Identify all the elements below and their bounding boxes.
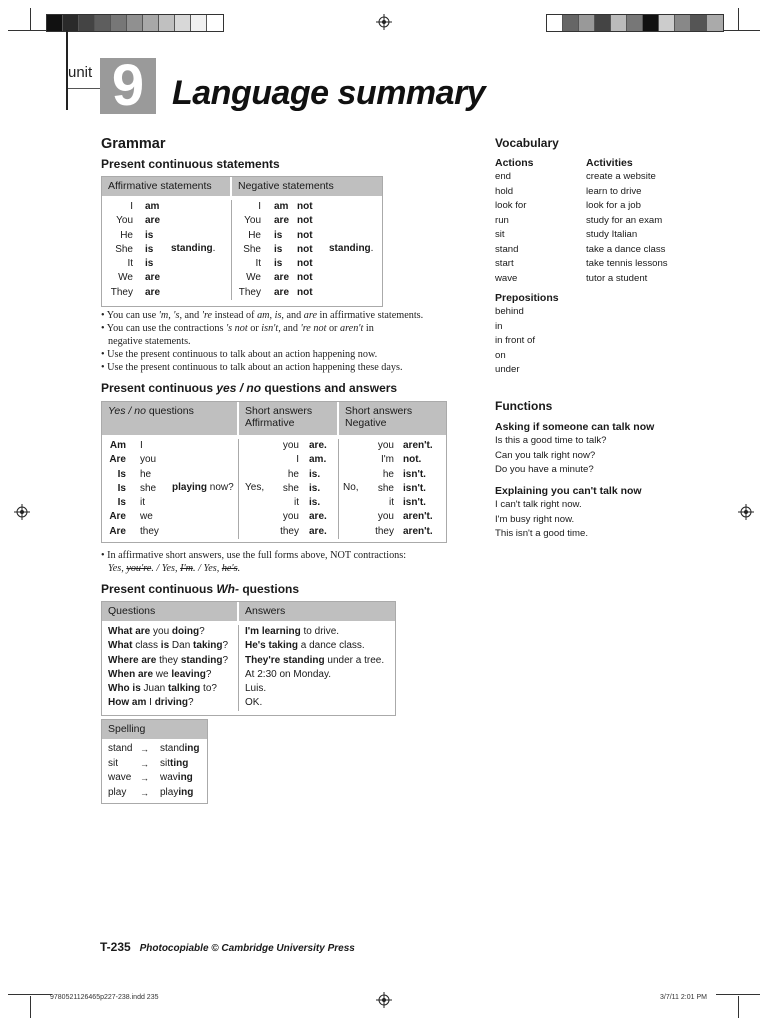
vocab-item: look for a job [586, 200, 641, 211]
subject: he [140, 468, 152, 480]
color-bar-left [46, 14, 224, 32]
functions-heading: Functions [495, 399, 553, 413]
ask-list: Asking if someone can talk now Is this a good time to talk? Can you talk right now? Do you have a minute? [495, 421, 695, 478]
affirmative-rows: I You He She It We They am are is is is are are standing. [102, 200, 232, 300]
not-word: not [297, 258, 313, 270]
crop-mark [30, 996, 31, 1018]
note-item: • You can use 'm, 's, and 're instead of am, is, and are in affirmative statements. [101, 310, 424, 321]
col-yes-no-questions: Yes / no questions [102, 402, 239, 435]
spelling-heading: Spelling [102, 720, 207, 739]
verb: isn't. [403, 468, 426, 480]
short-answer-note: • In affirmative short answers, use the full forms above, NOT contractions: Yes, you're. / Yes, I'm. / Yes, he's. [101, 549, 461, 575]
subject: it [389, 497, 394, 509]
verb: are [274, 215, 290, 227]
prepositions-list: Prepositions behind in in front of on under [495, 292, 615, 378]
pronoun: I [258, 201, 261, 212]
vocab-item: on [495, 349, 506, 361]
subject: you [377, 511, 394, 523]
pronoun: They [238, 286, 261, 298]
wh-heading: Present continuous Wh- questions [101, 582, 300, 596]
vocab-item: end [495, 171, 512, 182]
yes-no-questions [102, 439, 239, 539]
vocab-item: sit [495, 229, 505, 240]
col-short-negative: Short answers Negative [345, 405, 413, 429]
crop-mark [30, 8, 31, 30]
col-questions: Questions [102, 602, 239, 621]
note-item: • You can use the contractions 's not or isn't, and 're not or aren't in [101, 323, 374, 334]
arrow-icon: → [140, 758, 149, 769]
verb: are [274, 286, 290, 298]
wh-question: What class is Dan taking? [108, 640, 229, 652]
wh-table [101, 601, 396, 716]
not-word: not [297, 286, 313, 298]
function-item: This isn't a good time. [495, 528, 589, 539]
page-footer [100, 940, 355, 954]
subject: we [140, 511, 153, 523]
subject: they [375, 525, 394, 537]
auxiliary: Are [109, 525, 126, 537]
verb: are [145, 286, 161, 298]
function-item: Do you have a minute? [495, 464, 594, 475]
wh-answer: They're standing under a tree. [245, 654, 385, 666]
pronoun: We [118, 272, 133, 284]
vocab-item: hold [495, 185, 514, 197]
verb: not. [403, 454, 422, 466]
verb: are. [309, 511, 327, 523]
auxiliary: Am [109, 440, 126, 451]
col-short-affirmative: Short answers Affirmative [239, 402, 339, 435]
pronoun: We [246, 272, 261, 284]
pronoun: You [116, 215, 133, 227]
explain-list: Explaining you can't talk now I can't talk right now. I'm busy right now. This isn't a good time. [495, 485, 695, 542]
pronoun: It [127, 258, 133, 270]
spelling-table [101, 719, 208, 804]
crop-mark [8, 994, 52, 995]
wh-answer: OK. [245, 697, 263, 709]
pronoun: He [120, 229, 133, 241]
spelling-row: sit → sit ting [108, 757, 207, 772]
short-affirmative-answers: Yes, you I he she it you they are. am. is. is. is. are. are. [239, 439, 339, 539]
subject: he [287, 468, 299, 480]
activities-list: Activities create a website learn to drive look for a job study for an exam study Italian take a dance class take tennis lessons tutor a student [586, 157, 686, 286]
registration-mark-icon [14, 504, 30, 520]
vocab-item: look for [495, 200, 527, 211]
verb: is. [309, 482, 321, 494]
actions-list: Actions end hold look for run sit stand start wave [495, 157, 575, 286]
subject: she [282, 482, 299, 494]
verb: is [274, 229, 283, 241]
subject: I [140, 440, 143, 451]
function-item: I can't talk right now. [495, 499, 582, 510]
yes-no-table [101, 401, 447, 543]
subject: they [280, 525, 299, 537]
arrow-icon: → [140, 787, 149, 798]
vocab-item: under [495, 364, 520, 375]
verb: are. [309, 525, 327, 537]
subject: you [140, 454, 157, 466]
verb: are [145, 272, 161, 284]
pronoun: She [115, 243, 133, 255]
vocab-item: behind [495, 306, 524, 317]
wh-question: How am I driving? [108, 697, 194, 709]
wh-question: When are we leaving? [108, 668, 212, 680]
grammar-heading: Grammar [101, 136, 166, 152]
vocab-item: start [495, 258, 514, 269]
verb: are. [309, 440, 327, 451]
wh-questions [102, 625, 239, 711]
verb: am [274, 201, 289, 212]
note-item: • Use the present continuous to talk about an action happening now. [101, 349, 378, 360]
wh-answer: At 2:30 on Monday. [245, 668, 331, 680]
vocab-item: study for an exam [586, 214, 663, 226]
wh-question: Who is Juan talking to? [108, 683, 217, 695]
crop-mark [716, 994, 760, 995]
spelling-row: play → play ing [108, 786, 207, 801]
wh-question: What are you doing? [108, 626, 205, 637]
verb: is. [309, 497, 321, 509]
not-word: not [297, 201, 313, 212]
col-affirmative: Affirmative statements [102, 177, 232, 196]
verb: is [145, 229, 154, 241]
pronoun: I [130, 201, 133, 212]
col-answers: Answers [245, 605, 286, 617]
statements-table [101, 176, 383, 307]
date-slug: 3/7/11 2:01 PM [660, 994, 707, 1001]
note-item: negative statements. [108, 336, 191, 347]
verb: aren't. [403, 511, 433, 523]
subject: you [377, 440, 394, 451]
arrow-icon: → [140, 744, 149, 754]
vocab-item: run [495, 214, 509, 226]
verb: aren't. [403, 440, 433, 451]
verb: am [145, 201, 160, 212]
wh-answers [239, 625, 395, 711]
verb: is [145, 243, 154, 255]
pronoun: They [110, 286, 133, 298]
subject: it [294, 497, 299, 509]
verb: are [145, 215, 161, 227]
registration-mark-icon [376, 992, 392, 1008]
wh-answer: I'm learning to drive. [245, 626, 340, 637]
not-word: not [297, 215, 313, 227]
subject: she [140, 482, 157, 494]
pronoun: He [248, 229, 261, 241]
credit-line: Photocopiable © Cambridge University Press [139, 943, 355, 954]
vocabulary-heading: Vocabulary [495, 136, 559, 150]
vocab-item: learn to drive [586, 185, 642, 197]
auxiliary: Are [109, 511, 126, 523]
page-number: T-235 [100, 940, 131, 954]
negative-rows: I You He She It We They am are is is is are are not not not not not not not standing. [232, 200, 382, 300]
registration-mark-icon [376, 14, 392, 30]
subject: you [282, 440, 299, 451]
vocab-item: study Italian [586, 229, 638, 240]
vocab-item: stand [495, 243, 519, 255]
subject: they [140, 525, 159, 537]
not-word: not [297, 272, 313, 284]
auxiliary: Is [117, 482, 126, 494]
arrow-icon: → [140, 773, 149, 783]
pronoun: She [243, 243, 261, 255]
verb: isn't. [403, 482, 426, 494]
crop-mark [738, 996, 739, 1018]
vocab-item: wave [495, 272, 518, 284]
vocab-item: create a website [586, 171, 656, 182]
verb: are [274, 272, 290, 284]
function-item: I'm busy right now. [495, 513, 575, 525]
verb: am. [309, 454, 327, 466]
unit-label: unit [68, 64, 93, 81]
verb: is [274, 258, 283, 270]
spelling-row: stand → stand ing [108, 742, 207, 757]
short-negative-answers: No, you I'm he she it you they aren't. not. isn't. isn't. isn't. aren't. aren't. [339, 439, 446, 539]
auxiliary: Is [117, 468, 126, 480]
auxiliary: Are [109, 454, 126, 466]
subject: he [382, 468, 394, 480]
vocab-item: in front of [495, 335, 535, 346]
verb: is [145, 258, 154, 270]
verb: isn't. [403, 497, 426, 509]
col-negative: Negative statements [238, 180, 334, 192]
vocab-item: take tennis lessons [586, 258, 668, 269]
verb: aren't. [403, 525, 433, 537]
unit-underline [68, 88, 100, 89]
subject: it [140, 497, 145, 509]
note-item: • Use the present continuous to talk about an action happening these days. [101, 362, 403, 373]
spelling-row: wave → wav ing [108, 771, 207, 786]
vocab-item: in [495, 320, 503, 332]
subject: she [377, 482, 394, 494]
wh-answer: Luis. [245, 683, 267, 695]
not-word: not [297, 243, 313, 255]
vocab-item: tutor a student [586, 272, 648, 284]
verb: is [274, 243, 283, 255]
wh-question: Where are they standing? [108, 654, 229, 666]
subject: I [296, 454, 299, 466]
subject: I'm [380, 454, 394, 466]
registration-mark-icon [738, 504, 754, 520]
yes-no-heading: Present continuous yes / no questions and answers [101, 381, 398, 395]
subject: you [282, 511, 299, 523]
not-word: not [297, 229, 313, 241]
crop-mark [738, 8, 739, 30]
pronoun: It [255, 258, 261, 270]
standing-word: standing [171, 243, 213, 254]
short-answer-example: Yes, you're. / Yes, I'm. / Yes, he's. [108, 563, 241, 574]
statements-heading: Present continuous statements [101, 157, 280, 171]
wh-answer: He's taking a dance class. [245, 640, 365, 652]
function-item: Is this a good time to talk? [495, 435, 607, 446]
verb: is. [309, 468, 321, 480]
unit-number: 9 [111, 53, 145, 118]
file-slug: 9780521126465p227-238.indd 235 [50, 994, 159, 1001]
playing-now: playing now? [172, 482, 234, 493]
function-item: Can you talk right now? [495, 449, 596, 461]
page-title: Language summary [172, 74, 486, 112]
pronoun: You [244, 215, 261, 227]
color-bar-right [546, 14, 724, 32]
statements-notes [101, 309, 461, 374]
vocab-item: take a dance class [586, 243, 666, 255]
auxiliary: Is [117, 497, 126, 509]
